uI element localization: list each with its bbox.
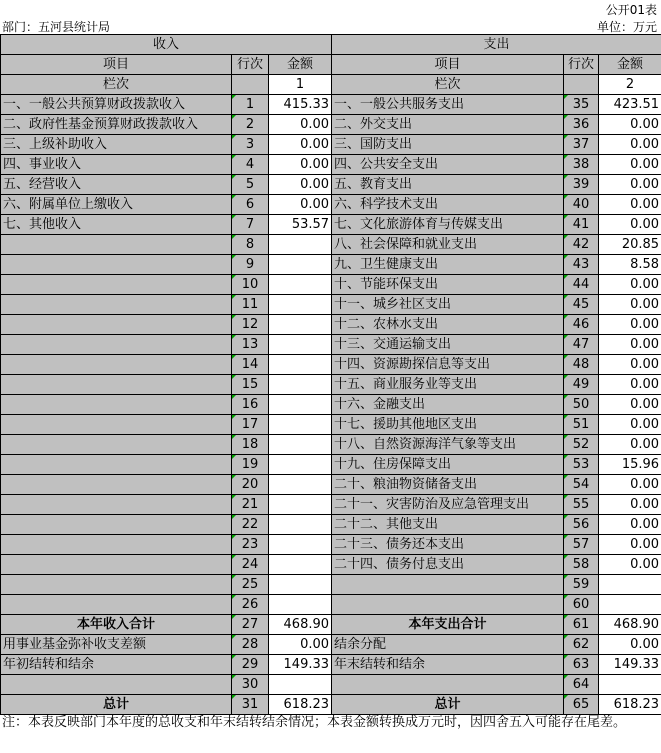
expense-row-number: 58 <box>564 555 599 575</box>
income-row-number: 31 <box>232 695 269 715</box>
expense-row-number: 47 <box>564 335 599 355</box>
income-item-name <box>1 375 232 395</box>
expense-item-name <box>332 595 564 615</box>
income-row-number: 27 <box>232 615 269 635</box>
income-amount <box>269 375 332 395</box>
income-row-number: 25 <box>232 575 269 595</box>
income-amount: 0.00 <box>269 115 332 135</box>
expense-row-number: 48 <box>564 355 599 375</box>
table-row <box>1 375 661 395</box>
income-amount <box>269 315 332 335</box>
income-item-name <box>1 255 232 275</box>
income-row-number: 9 <box>232 255 269 275</box>
income-amount: 149.33 <box>269 655 332 675</box>
expense-row-number: 45 <box>564 295 599 315</box>
expense-amount: 0.00 <box>599 295 661 315</box>
expense-amount: 0.00 <box>599 115 661 135</box>
table-row <box>1 395 661 415</box>
income-amount <box>269 355 332 375</box>
table-row <box>1 155 661 175</box>
income-row-number: 14 <box>232 355 269 375</box>
expense-row-number: 44 <box>564 275 599 295</box>
income-amount: 0.00 <box>269 135 332 155</box>
expense-row-number: 65 <box>564 695 599 715</box>
income-row-number: 10 <box>232 275 269 295</box>
expense-item-name: 六、科学技术支出 <box>332 195 564 215</box>
income-amount: 53.57 <box>269 215 332 235</box>
income-amount <box>269 475 332 495</box>
expense-item-name: 十三、交通运输支出 <box>332 335 564 355</box>
expense-item-name: 二十四、债务付息支出 <box>332 555 564 575</box>
income-row-number: 3 <box>232 135 269 155</box>
income-item-name <box>1 235 232 255</box>
income-amount-header: 金额 <box>269 55 332 75</box>
income-row-number: 5 <box>232 175 269 195</box>
expense-item-name: 二十三、债务还本支出 <box>332 535 564 555</box>
income-item-name: 六、附属单位上缴收入 <box>1 195 232 215</box>
expense-amount: 0.00 <box>599 375 661 395</box>
income-amount <box>269 435 332 455</box>
income-item-name: 本年收入合计 <box>1 615 232 635</box>
expense-row-number: 51 <box>564 415 599 435</box>
expense-row-number: 53 <box>564 455 599 475</box>
table-row <box>1 635 661 655</box>
income-amount <box>269 395 332 415</box>
expense-item-name: 十七、援助其他地区支出 <box>332 415 564 435</box>
income-item-name: 总计 <box>1 695 232 715</box>
expense-item-name: 结余分配 <box>332 635 564 655</box>
expense-amount: 0.00 <box>599 495 661 515</box>
table-row <box>1 595 661 615</box>
income-section-header: 收入 <box>1 35 332 55</box>
expense-item-name: 二十一、灾害防治及应急管理支出 <box>332 495 564 515</box>
income-item-name <box>1 475 232 495</box>
table-row <box>1 515 661 535</box>
income-item-name <box>1 435 232 455</box>
income-item-name <box>1 415 232 435</box>
expense-row-number: 36 <box>564 115 599 135</box>
form-code: 公开01表 <box>605 3 657 17</box>
expense-item-header: 项目 <box>332 55 564 75</box>
income-item-name <box>1 595 232 615</box>
expense-amount: 0.00 <box>599 535 661 555</box>
income-row-number: 7 <box>232 215 269 235</box>
expense-item-name: 九、卫生健康支出 <box>332 255 564 275</box>
income-amount <box>269 335 332 355</box>
table-row <box>1 235 661 255</box>
year-total-row <box>1 615 661 635</box>
expense-item-name: 十一、城乡社区支出 <box>332 295 564 315</box>
footnote: 注：本表反映部门本年度的总收支和年末结转结余情况；本表金额转换成万元时，因四舍五入可能存在尾差。 <box>2 715 627 730</box>
income-row-number: 22 <box>232 515 269 535</box>
expense-row-number: 38 <box>564 155 599 175</box>
expense-item-name: 十、节能环保支出 <box>332 275 564 295</box>
income-amount <box>269 255 332 275</box>
income-item-name <box>1 495 232 515</box>
income-lanci-col: 1 <box>269 75 332 95</box>
income-item-name <box>1 455 232 475</box>
income-row-number: 30 <box>232 675 269 695</box>
department-label: 部门：五河县统计局 <box>2 20 111 34</box>
unit-label: 单位：万元 <box>596 20 657 34</box>
income-item-name: 七、其他收入 <box>1 215 232 235</box>
expense-item-name <box>332 675 564 695</box>
income-item-name <box>1 575 232 595</box>
income-amount <box>269 455 332 475</box>
income-amount: 0.00 <box>269 635 332 655</box>
income-lanci-rowno <box>232 75 269 95</box>
expense-lanci-label: 栏次 <box>332 75 564 95</box>
income-rowno-header: 行次 <box>232 55 269 75</box>
expense-item-name: 十八、自然资源海洋气象等支出 <box>332 435 564 455</box>
expense-section-header: 支出 <box>332 35 661 55</box>
income-amount <box>269 595 332 615</box>
expense-item-name: 一、一般公共服务支出 <box>332 95 564 115</box>
income-item-name: 三、上级补助收入 <box>1 135 232 155</box>
grand-total-row <box>1 695 661 715</box>
income-row-number: 1 <box>232 95 269 115</box>
expense-amount <box>599 675 661 695</box>
income-lanci-label: 栏次 <box>1 75 232 95</box>
expense-amount: 0.00 <box>599 635 661 655</box>
expense-row-number: 41 <box>564 215 599 235</box>
income-item-name: 五、经营收入 <box>1 175 232 195</box>
expense-amount: 0.00 <box>599 555 661 575</box>
table-row <box>1 455 661 475</box>
expense-amount: 20.85 <box>599 235 661 255</box>
income-row-number: 23 <box>232 535 269 555</box>
expense-item-name: 二十二、其他支出 <box>332 515 564 535</box>
expense-item-name: 三、国防支出 <box>332 135 564 155</box>
income-amount <box>269 275 332 295</box>
income-row-number: 12 <box>232 315 269 335</box>
expense-amount: 0.00 <box>599 135 661 155</box>
income-row-number: 17 <box>232 415 269 435</box>
expense-amount: 618.23 <box>599 695 661 715</box>
table-row <box>1 275 661 295</box>
table-row <box>1 435 661 455</box>
income-amount: 0.00 <box>269 155 332 175</box>
expense-item-name: 十五、商业服务业等支出 <box>332 375 564 395</box>
expense-lanci-col: 2 <box>599 75 661 95</box>
table-row <box>1 495 661 515</box>
expense-row-number: 46 <box>564 315 599 335</box>
income-item-name <box>1 515 232 535</box>
expense-row-number: 59 <box>564 575 599 595</box>
expense-row-number: 57 <box>564 535 599 555</box>
table-row <box>1 675 661 695</box>
expense-amount: 0.00 <box>599 315 661 335</box>
expense-item-name: 年末结转和结余 <box>332 655 564 675</box>
income-amount: 618.23 <box>269 695 332 715</box>
expense-item-name: 十二、农林水支出 <box>332 315 564 335</box>
table-row <box>1 655 661 675</box>
income-amount: 415.33 <box>269 95 332 115</box>
income-amount <box>269 295 332 315</box>
expense-row-number: 55 <box>564 495 599 515</box>
income-item-name <box>1 335 232 355</box>
expense-amount: 0.00 <box>599 415 661 435</box>
expense-item-name: 五、教育支出 <box>332 175 564 195</box>
expense-item-name: 七、文化旅游体育与传媒支出 <box>332 215 564 235</box>
income-item-name: 用事业基金弥补收支差额 <box>1 635 232 655</box>
expense-amount <box>599 595 661 615</box>
expense-row-number: 35 <box>564 95 599 115</box>
income-amount <box>269 415 332 435</box>
expense-amount <box>599 575 661 595</box>
expense-item-name: 十四、资源勘探信息等支出 <box>332 355 564 375</box>
income-amount <box>269 495 332 515</box>
expense-amount: 0.00 <box>599 175 661 195</box>
income-amount <box>269 535 332 555</box>
expense-row-number: 60 <box>564 595 599 615</box>
income-row-number: 21 <box>232 495 269 515</box>
lanci-row <box>1 75 661 95</box>
expense-row-number: 50 <box>564 395 599 415</box>
expense-amount: 0.00 <box>599 215 661 235</box>
table-row <box>1 315 661 335</box>
expense-amount: 0.00 <box>599 435 661 455</box>
expense-item-name: 二、外交支出 <box>332 115 564 135</box>
income-row-number: 4 <box>232 155 269 175</box>
income-amount <box>269 675 332 695</box>
table-row <box>1 535 661 555</box>
expense-item-name: 四、公共安全支出 <box>332 155 564 175</box>
expense-item-name: 本年支出合计 <box>332 615 564 635</box>
expense-amount: 468.90 <box>599 615 661 635</box>
expense-row-number: 54 <box>564 475 599 495</box>
income-row-number: 20 <box>232 475 269 495</box>
section-header-row <box>1 35 661 55</box>
expense-row-number: 43 <box>564 255 599 275</box>
expense-amount: 149.33 <box>599 655 661 675</box>
table-row <box>1 555 661 575</box>
expense-amount: 0.00 <box>599 155 661 175</box>
income-row-number: 18 <box>232 435 269 455</box>
table-row <box>1 215 661 235</box>
income-amount <box>269 555 332 575</box>
income-item-name <box>1 535 232 555</box>
expense-item-name: 十六、金融支出 <box>332 395 564 415</box>
table-row <box>1 415 661 435</box>
expense-row-number: 42 <box>564 235 599 255</box>
income-row-number: 24 <box>232 555 269 575</box>
expense-item-name: 二十、粮油物资储备支出 <box>332 475 564 495</box>
income-item-name: 一、一般公共预算财政拨款收入 <box>1 95 232 115</box>
expense-amount: 15.96 <box>599 455 661 475</box>
expense-item-name <box>332 575 564 595</box>
income-row-number: 6 <box>232 195 269 215</box>
income-row-number: 8 <box>232 235 269 255</box>
income-amount: 0.00 <box>269 175 332 195</box>
table-row <box>1 135 661 155</box>
table-row <box>1 355 661 375</box>
expense-amount: 0.00 <box>599 335 661 355</box>
income-amount: 0.00 <box>269 195 332 215</box>
expense-row-number: 63 <box>564 655 599 675</box>
income-row-number: 26 <box>232 595 269 615</box>
expense-rowno-header: 行次 <box>564 55 599 75</box>
income-item-header: 项目 <box>1 55 232 75</box>
income-row-number: 19 <box>232 455 269 475</box>
expense-lanci-rowno <box>564 75 599 95</box>
income-item-name: 二、政府性基金预算财政拨款收入 <box>1 115 232 135</box>
income-item-name <box>1 555 232 575</box>
income-row-number: 16 <box>232 395 269 415</box>
table-row <box>1 475 661 495</box>
expense-amount: 0.00 <box>599 355 661 375</box>
expense-item-name: 八、社会保障和就业支出 <box>332 235 564 255</box>
income-row-number: 11 <box>232 295 269 315</box>
table-row <box>1 175 661 195</box>
expense-row-number: 61 <box>564 615 599 635</box>
income-amount <box>269 235 332 255</box>
expense-item-name: 十九、住房保障支出 <box>332 455 564 475</box>
expense-amount-header: 金额 <box>599 55 661 75</box>
expense-amount: 0.00 <box>599 475 661 495</box>
expense-amount: 423.51 <box>599 95 661 115</box>
table-row <box>1 335 661 355</box>
expense-amount: 0.00 <box>599 195 661 215</box>
expense-row-number: 62 <box>564 635 599 655</box>
expense-row-number: 52 <box>564 435 599 455</box>
income-item-name: 年初结转和结余 <box>1 655 232 675</box>
expense-amount: 0.00 <box>599 395 661 415</box>
income-amount <box>269 515 332 535</box>
table-row <box>1 295 661 315</box>
expense-row-number: 49 <box>564 375 599 395</box>
expense-amount: 8.58 <box>599 255 661 275</box>
expense-amount: 0.00 <box>599 515 661 535</box>
expense-item-name: 总计 <box>332 695 564 715</box>
income-amount: 468.90 <box>269 615 332 635</box>
income-item-name <box>1 355 232 375</box>
expense-row-number: 64 <box>564 675 599 695</box>
income-row-number: 13 <box>232 335 269 355</box>
expense-row-number: 56 <box>564 515 599 535</box>
expense-row-number: 37 <box>564 135 599 155</box>
table-row <box>1 575 661 595</box>
table-row <box>1 115 661 135</box>
expense-row-number: 39 <box>564 175 599 195</box>
income-item-name <box>1 395 232 415</box>
column-header-row <box>1 55 661 75</box>
income-item-name <box>1 315 232 335</box>
income-item-name <box>1 275 232 295</box>
income-row-number: 15 <box>232 375 269 395</box>
expense-row-number: 40 <box>564 195 599 215</box>
income-row-number: 28 <box>232 635 269 655</box>
income-expense-table <box>0 34 661 715</box>
table-row <box>1 195 661 215</box>
income-item-name: 四、事业收入 <box>1 155 232 175</box>
expense-amount: 0.00 <box>599 275 661 295</box>
income-row-number: 29 <box>232 655 269 675</box>
income-item-name <box>1 295 232 315</box>
table-row <box>1 255 661 275</box>
income-item-name <box>1 675 232 695</box>
table-row <box>1 95 661 115</box>
income-amount <box>269 575 332 595</box>
income-row-number: 2 <box>232 115 269 135</box>
